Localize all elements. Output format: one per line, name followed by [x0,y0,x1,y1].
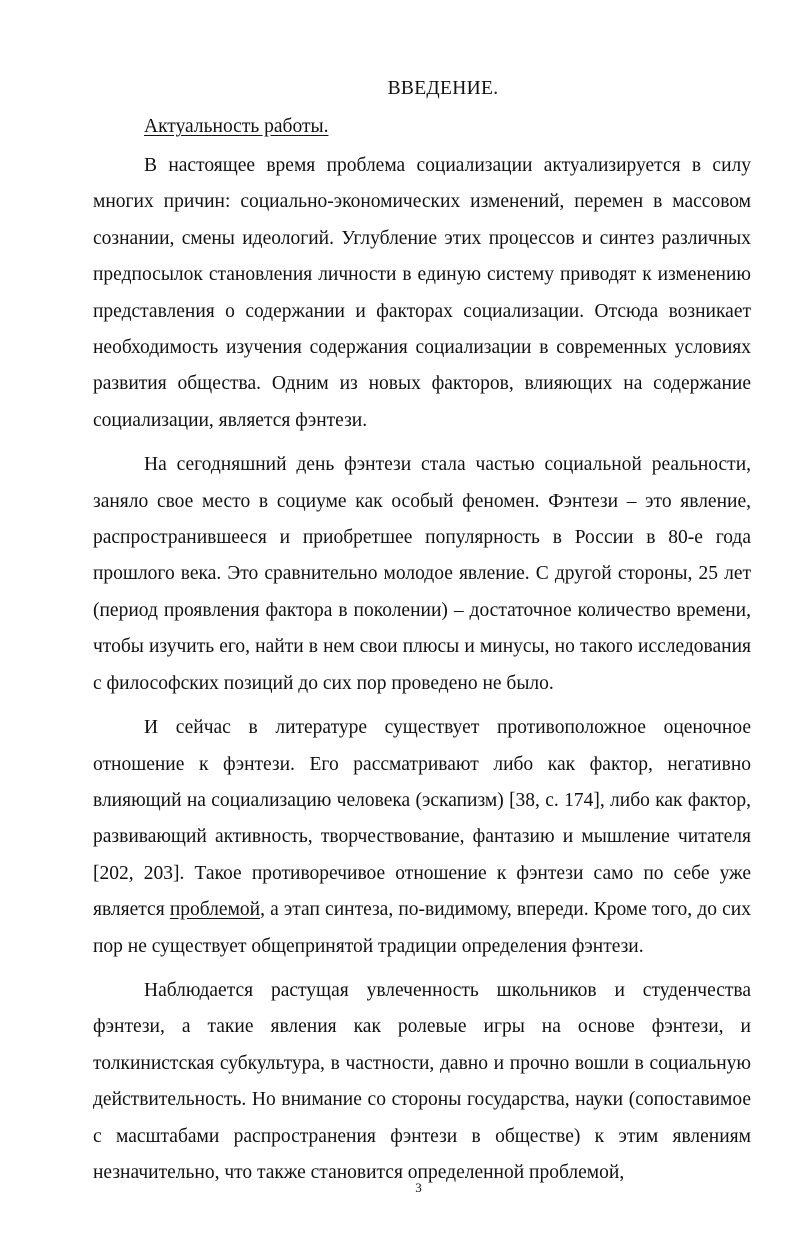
page-title: ВВЕДЕНИЕ. [387,78,499,99]
paragraph-3-text-end: , а этап синтеза, по-видимому, впереди. Кроме того, до сих пор не существует общепринятой традиции определения фэнтези. [93,899,751,957]
section-heading: Актуальность работы. [144,116,329,137]
paragraph-4: Наблюдается растущая увлеченность школьников и студенчества фэнтези, а такие явления как ролевые игры на основе фэнтези, и толкинистская субкультура, в частности, давно и прочно вошли в социальную действительность. Но внимание со стороны государства, науки (сопоставимое с масштабами распространения фэнтези в обществе) к этим явлениям незначительно, что также становится определенной проблемой, [93,979,751,1183]
paragraph-3-text-start: И сейчас в литературе существует противоположное оценочное отношение к фэнтези. Его рассматривают либо как фактор, негативно влияющий на социализацию человека (эскапизм) [38, с. 174], либо как фактор, развивающий активность, творчествование, фантазию и мышление читателя [202, 203]. Такое противоречивое отношение к фэнтези само по себе уже является [93,717,751,921]
underlined-term: проблемой [169,899,261,921]
body-text [93,148,751,1199]
paragraph-2: На сегодняшний день фэнтези стала частью социальной реальности, заняло свое место в социуме как особый феномен. Фэнтези – это явление, распространившееся и приобретшее популярность в России в 80-е года прошлого века. Это сравнительно молодое явление. С другой стороны, 25 лет (период проявления фактора в поколении) – достаточное количество времени, чтобы изучить его, найти в нем свои плюсы и минусы, но такого исследования с философских позиций до сих пор проведено не было. [93,454,751,694]
paragraph-1: В настоящее время проблема социализации актуализируется в силу многих причин: социально-экономических изменений, перемен в массовом сознании, смены идеологий. Углубление этих процессов и синтез различных предпосылок становления личности в единую систему приводят к изменению представления о содержании и факторах социализации. Отсюда возникает необходимость изучения содержания социализации в современных условиях развития общества. Одним из новых факторов, влияющих на содержание социализации, является фэнтези. [93,155,751,431]
paragraph-3 [93,710,751,965]
page-number: 3 [415,1180,422,1195]
